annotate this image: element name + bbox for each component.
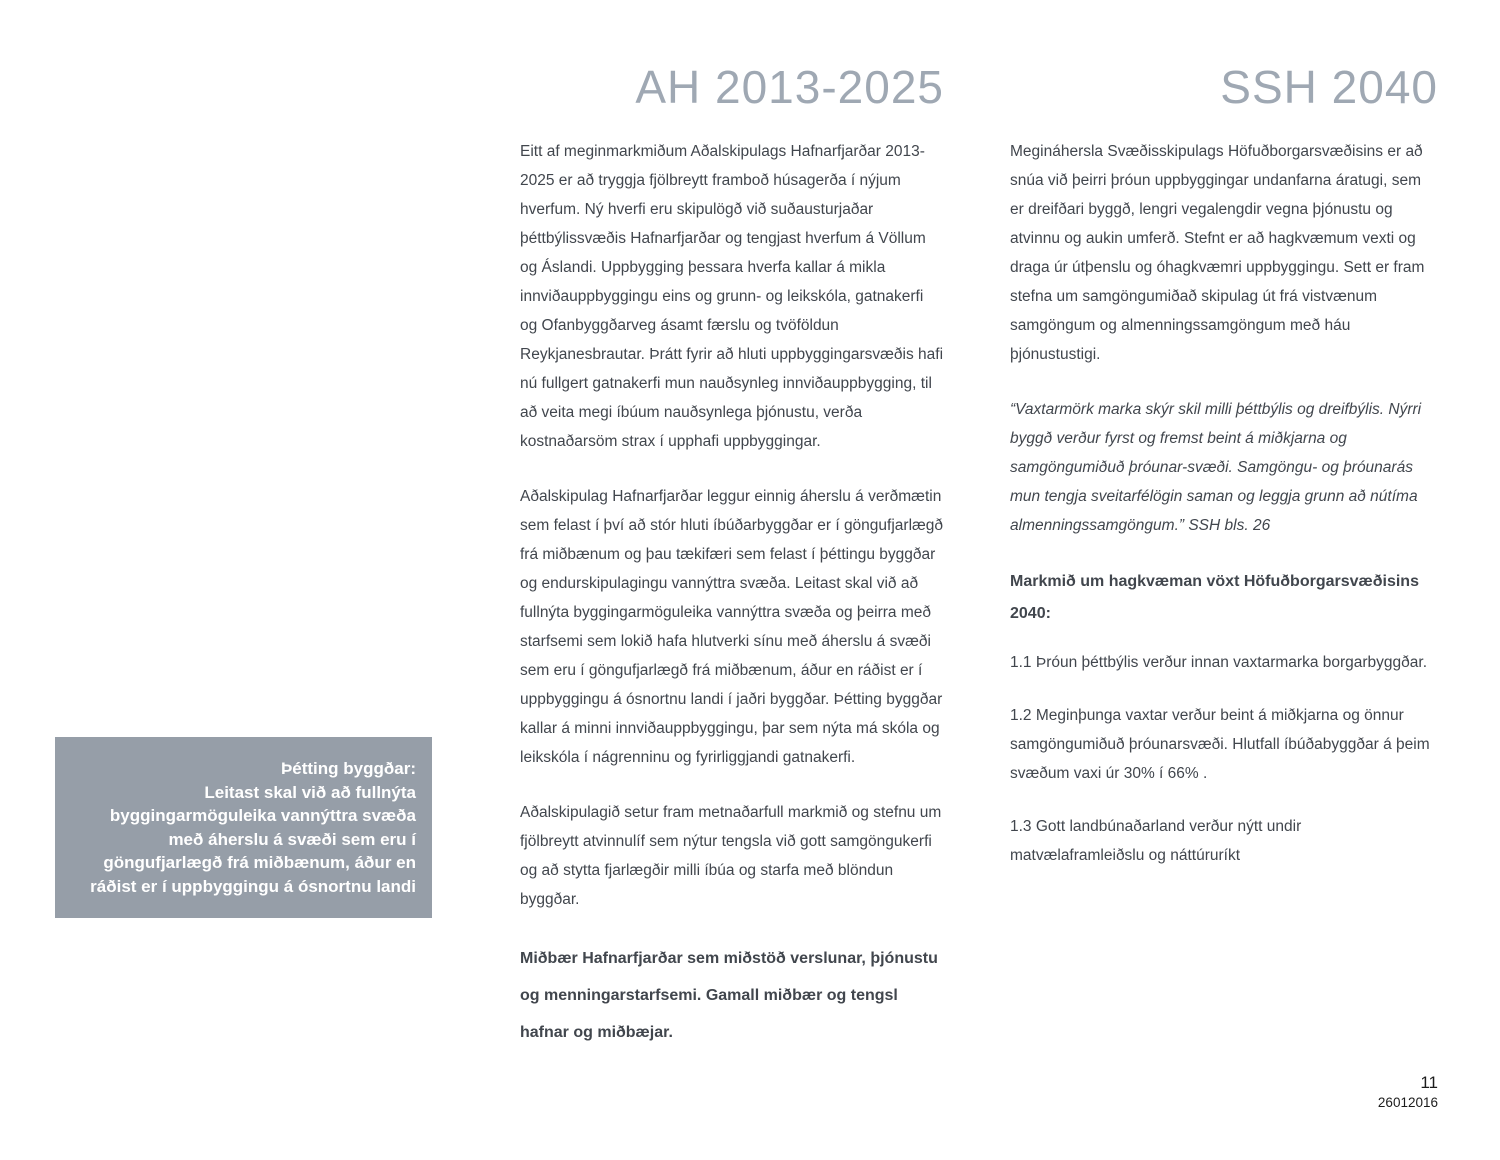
- ah-header: AH 2013-2025: [635, 61, 944, 113]
- ssh-quote: “Vaxtarmörk marka skýr skil milli þéttbýlis og dreifbýlis. Nýrri byggð verður fyrst og fremst beint á miðkjarna og samgöngumiðuð þróunar-svæði. Samgöngu- og þróunarás mun tengja sveitarfélögin saman og leggja grunn að nútíma almenningssamgöngum.” SSH bls. 26: [1010, 400, 1422, 534]
- ssh-goals-heading: Markmið um hagkvæman vöxt Höfuðborgarsvæðisins 2040:: [1010, 572, 1419, 622]
- ssh-goal-1-2: 1.2 Meginþunga vaxtar verður beint á miðkjarna og önnur samgöngumiðuð þróunarsvæði. Hlutfall íbúðabyggðar á þeim svæðum vaxi úr 30% í 66% .: [1010, 706, 1430, 782]
- page-footer: [1250, 1072, 1438, 1112]
- ah-column: [520, 62, 944, 1077]
- ssh-goal-1-3: 1.3 Gott landbúnaðarland verður nýtt undir matvælaframleiðslu og náttúruríkt: [1010, 817, 1302, 864]
- ah-paragraph-goals: Aðalskipulagið setur fram metnaðarfull markmið og stefnu um fjölbreytt atvinnulíf sem nýtur tengsla við gott samgöngukerfi og að stytta fjarlægðir milli íbúa og starfa með blöndun byggðar.: [520, 803, 942, 908]
- ssh-goal-1-1: 1.1 Þróun þéttbýlis verður innan vaxtarmarka borgarbyggðar.: [1010, 653, 1428, 671]
- callout-title: Þétting byggðar:: [280, 759, 416, 778]
- ah-paragraph-intro: Eitt af meginmarkmiðum Aðalskipulags Hafnarfjarðar 2013-2025 er að tryggja fjölbreytt framboð húsagerða í nýjum hverfum. Ný hverfi eru skipulögð við suðausturjaðar þéttbýlissvæðis Hafnarfjarðar og tengjast hverfum á Völlum og Áslandi. Uppbygging þessara hverfa kallar á mikla innviðauppbyggingu eins og grunn- og leikskóla, gatnakerfi og Ofanbyggðarveg ásamt færslu og tvöföldun Reykjanesbrautar. Þrátt fyrir að hluti uppbyggingarsvæðis hafi nú fullgert gatnakerfi mun nauðsynleg innviðauppbygging, til að veita megi íbúum nauðsynlega þjónustu, verða kostnaðarsöm strax í upphafi uppbyggingar.: [520, 142, 944, 450]
- ssh-column: [1010, 62, 1438, 894]
- ssh-header: SSH 2040: [1220, 61, 1438, 113]
- date-code: 26012016: [1377, 1095, 1438, 1110]
- ah-paragraph-densification: Aðalskipulag Hafnarfjarðar leggur einnig áherslu á verðmætin sem felast í því að stór hluti íbúðarbyggðar er í göngufjarlægð frá miðbænum og þau tækifæri sem felast í þéttingu byggðar og endurskipulagingu vannýttra svæða. Leitast skal við að fullnýta byggingarmöguleika vannýttra svæða og þeirra með starfsemi sem lokið hafa hlutverki sínu með áherslu á svæði sem eru í göngufjarlægð frá miðbænum, áður en ráðist er í uppbyggingu á ósnortnu landi í jaðri byggðar. Þétting byggðar kallar á minni innviðauppbyggingu, þar sem nýta má skóla og leikskóla í nágrenninu og fyrirliggjandi gatnakerfi.: [520, 487, 944, 766]
- callout-thetting-byggdar: [55, 737, 432, 918]
- ah-paragraph-bold-midbaer: Miðbær Hafnarfjarðar sem miðstöð verslunar, þjónustu og menningarstarfsemi. Gamall miðbær og tengsl hafnar og miðbæjar.: [520, 949, 938, 1041]
- ssh-paragraph-intro: Megináhersla Svæðisskipulags Höfuðborgarsvæðisins er að snúa við þeirri þróun uppbyggingar undanfarna áratugi, sem er dreifðari byggð, lengri vegalengdir vegna þjónustu og atvinnu og aukin umferð. Stefnt er að hagkvæmum vexti og draga úr útþenslu og óhagkvæmri uppbyggingu. Sett er fram stefna um samgöngumiðað skipulag út frá vistvænum samgöngum og almenningssamgöngum með háu þjónustustigi.: [1010, 142, 1425, 363]
- page-number: 11: [1420, 1073, 1438, 1092]
- callout-body: Leitast skal við að fullnýta byggingarmöguleika vannýttra svæða með áherslu á svæði sem eru í göngufjarlægð frá miðbænum, áður en ráðist er í uppbyggingu á ósnortnu landi: [90, 782, 416, 896]
